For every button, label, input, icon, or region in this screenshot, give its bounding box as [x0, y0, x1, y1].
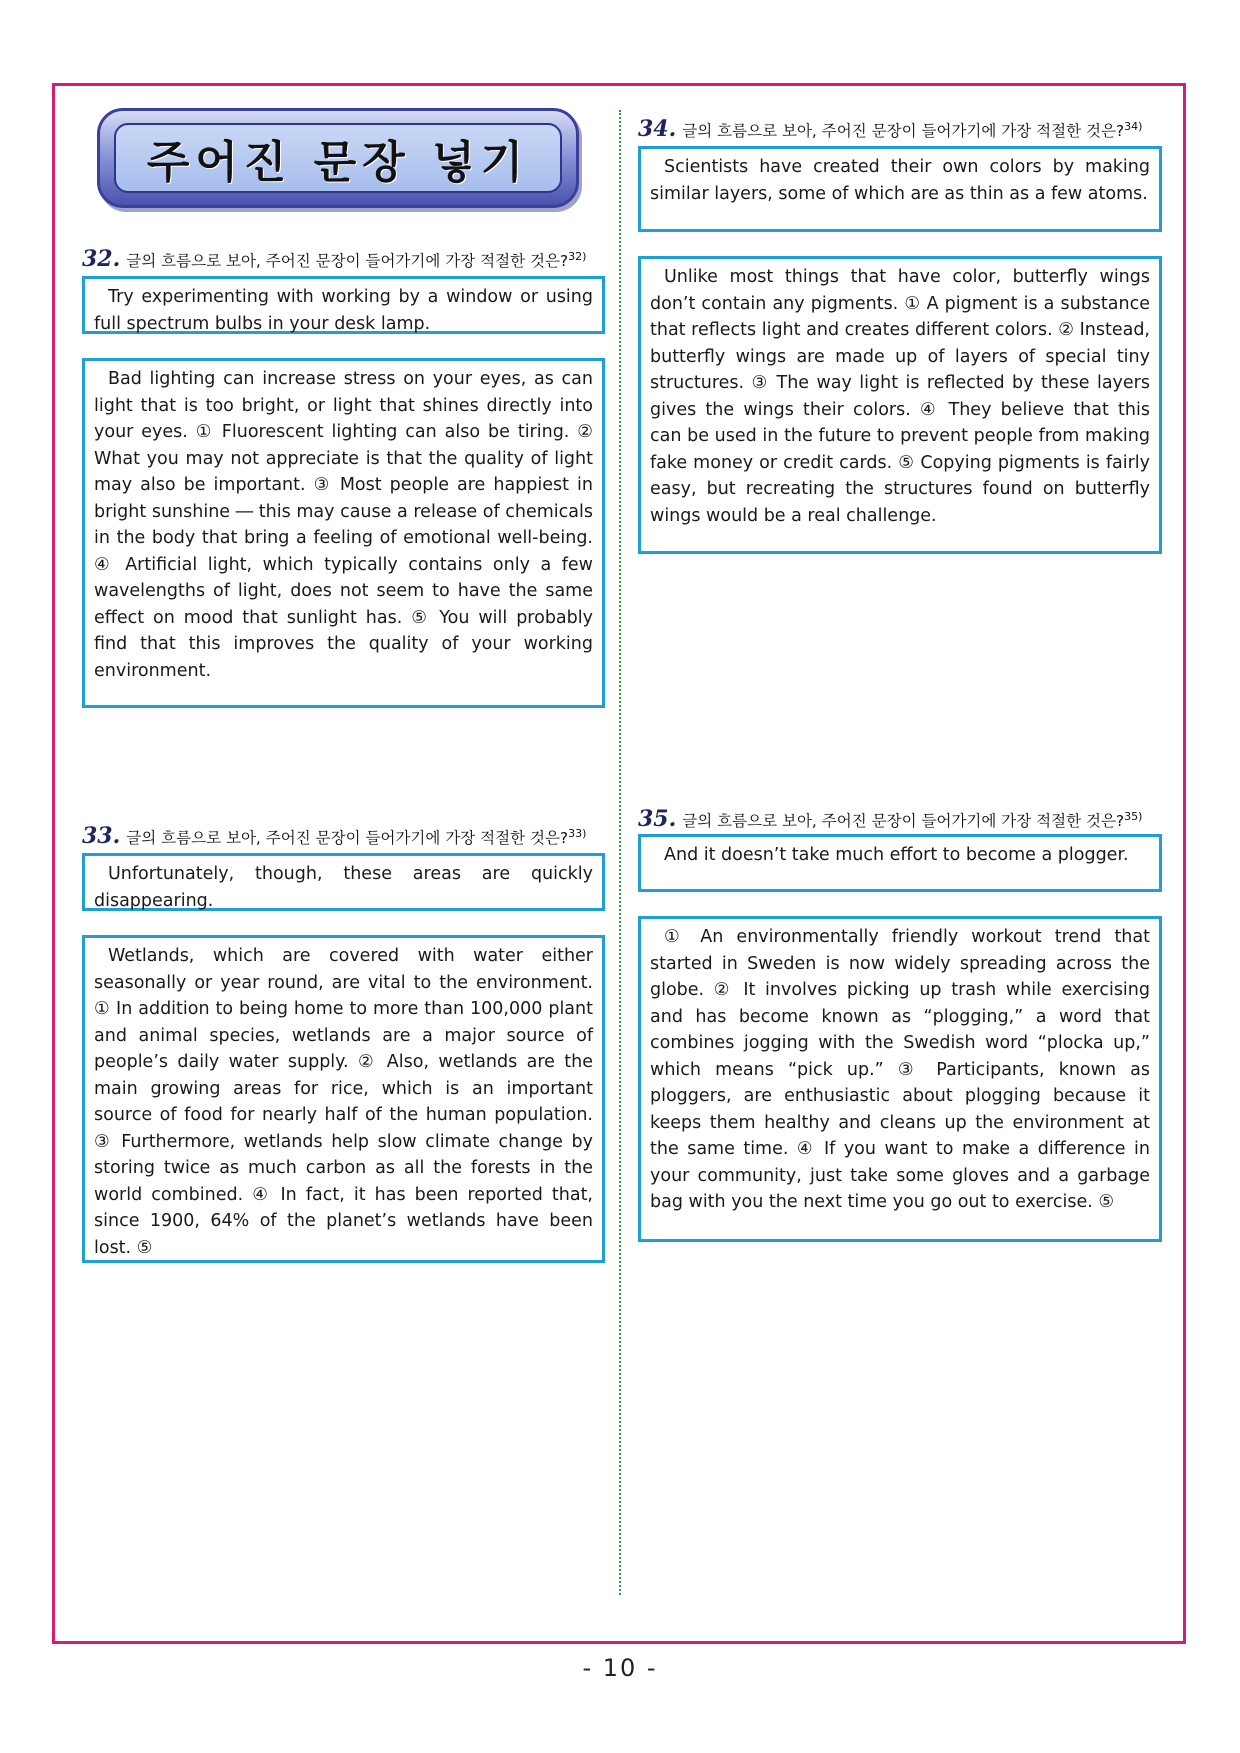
question-35-header [638, 806, 1142, 832]
given-sentence-box-33 [82, 853, 605, 911]
given-sentence: Unfortunately, though, these areas are quickly disappearing. [94, 864, 593, 911]
title-plaque [97, 108, 579, 208]
question-ref: 33) [568, 826, 587, 840]
page-number: - 10 - [582, 1654, 658, 1682]
question-ref: 35) [1124, 809, 1143, 823]
question-prompt: 글의 흐름으로 보아, 주어진 문장이 들어가기에 가장 적절한 것은? [682, 122, 1125, 140]
question-prompt: 글의 흐름으로 보아, 주어진 문장이 들어가기에 가장 적절한 것은? [682, 812, 1125, 830]
column-divider [619, 110, 621, 1595]
given-sentence-box-34 [638, 146, 1162, 232]
given-sentence-box-35 [638, 834, 1162, 892]
question-34-header [638, 116, 1142, 142]
given-sentence: And it doesn’t take much effort to become a plogger. [664, 845, 1129, 865]
title-plaque-inner [114, 123, 562, 193]
passage-text: ① An environmentally friendly workout trend that started in Sweden is now widely spreading across the globe. ② It involves picking up trash while exercising and has become known as “plogging,” a word that combines jogging with the Swedish word “plocka up,” which means “pick up.” ③ Participants, known as ploggers, are enthusiastic about plogging because it keeps them healthy and cleans up the environment at the same time. ④ If you want to make a difference in your community, just take some gloves and a garbage bag with you the next time you go out to exercise. ⑤ [650, 927, 1150, 1212]
question-32-header [82, 246, 586, 272]
given-sentence: Try experimenting with working by a window or using full spectrum bulbs in your desk lamp. [94, 287, 593, 334]
question-prompt: 글의 흐름으로 보아, 주어진 문장이 들어가기에 가장 적절한 것은? [126, 829, 569, 847]
question-33-header [82, 823, 586, 849]
passage-box-33 [82, 935, 605, 1263]
passage-text: Bad lighting can increase stress on your eyes, as can light that is too bright, or light that shines directly into your eyes. ① Fluorescent lighting can also be tiring. ② What you may not appreciate is that the quality of light may also be important. ③ Most people are happiest in bright sunshine ― this may cause a release of chemicals in the body that bring a feeling of emotional well-being. ④ Artificial light, which typically contains only a few wavelengths of light, does not seem to have the same effect on mood that sunlight has. ⑤ You will probably find that this improves the quality of your working environment. [94, 369, 593, 681]
question-ref: 34) [1124, 119, 1143, 133]
question-number: 35. [638, 806, 677, 832]
passage-box-32 [82, 358, 605, 708]
given-sentence-box-32 [82, 276, 605, 334]
passage-box-34 [638, 256, 1162, 554]
given-sentence: Scientists have created their own colors by making similar layers, some of which are as thin as a few atoms. [650, 157, 1150, 204]
question-prompt: 글의 흐름으로 보아, 주어진 문장이 들어가기에 가장 적절한 것은? [126, 252, 569, 270]
page-title: 주어진 문장 넣기 [146, 137, 530, 188]
question-ref: 32) [568, 249, 587, 263]
passage-text: Wetlands, which are covered with water either seasonally or year round, are vital to the environment. ① In addition to being home to more than 100,000 plant and animal species, wetlands are a major source of people’s daily water supply. ② Also, wetlands are the main growing areas for rice, which is an important source of food for nearly half of the human population. ③ Furthermore, wetlands help slow climate change by storing twice as much carbon as all the forests in the world combined. ④ In fact, it has been reported that, since 1900, 64% of the planet’s wetlands have been lost. ⑤ [94, 946, 593, 1258]
question-number: 32. [82, 246, 121, 272]
passage-text: Unlike most things that have color, butterfly wings don’t contain any pigments. ① A pigment is a substance that reflects light and creates different colors. ② Instead, butterfly wings are made up of layers of special tiny structures. ③ The way light is reflected by these layers gives the wings their colors. ④ They believe that this can be used in the future to prevent people from making fake money or credit cards. ⑤ Copying pigments is fairly easy, but recreating the structures found on butterfly wings would be a real challenge. [650, 267, 1150, 526]
question-number: 34. [638, 116, 677, 142]
question-number: 33. [82, 823, 121, 849]
passage-box-35 [638, 916, 1162, 1242]
